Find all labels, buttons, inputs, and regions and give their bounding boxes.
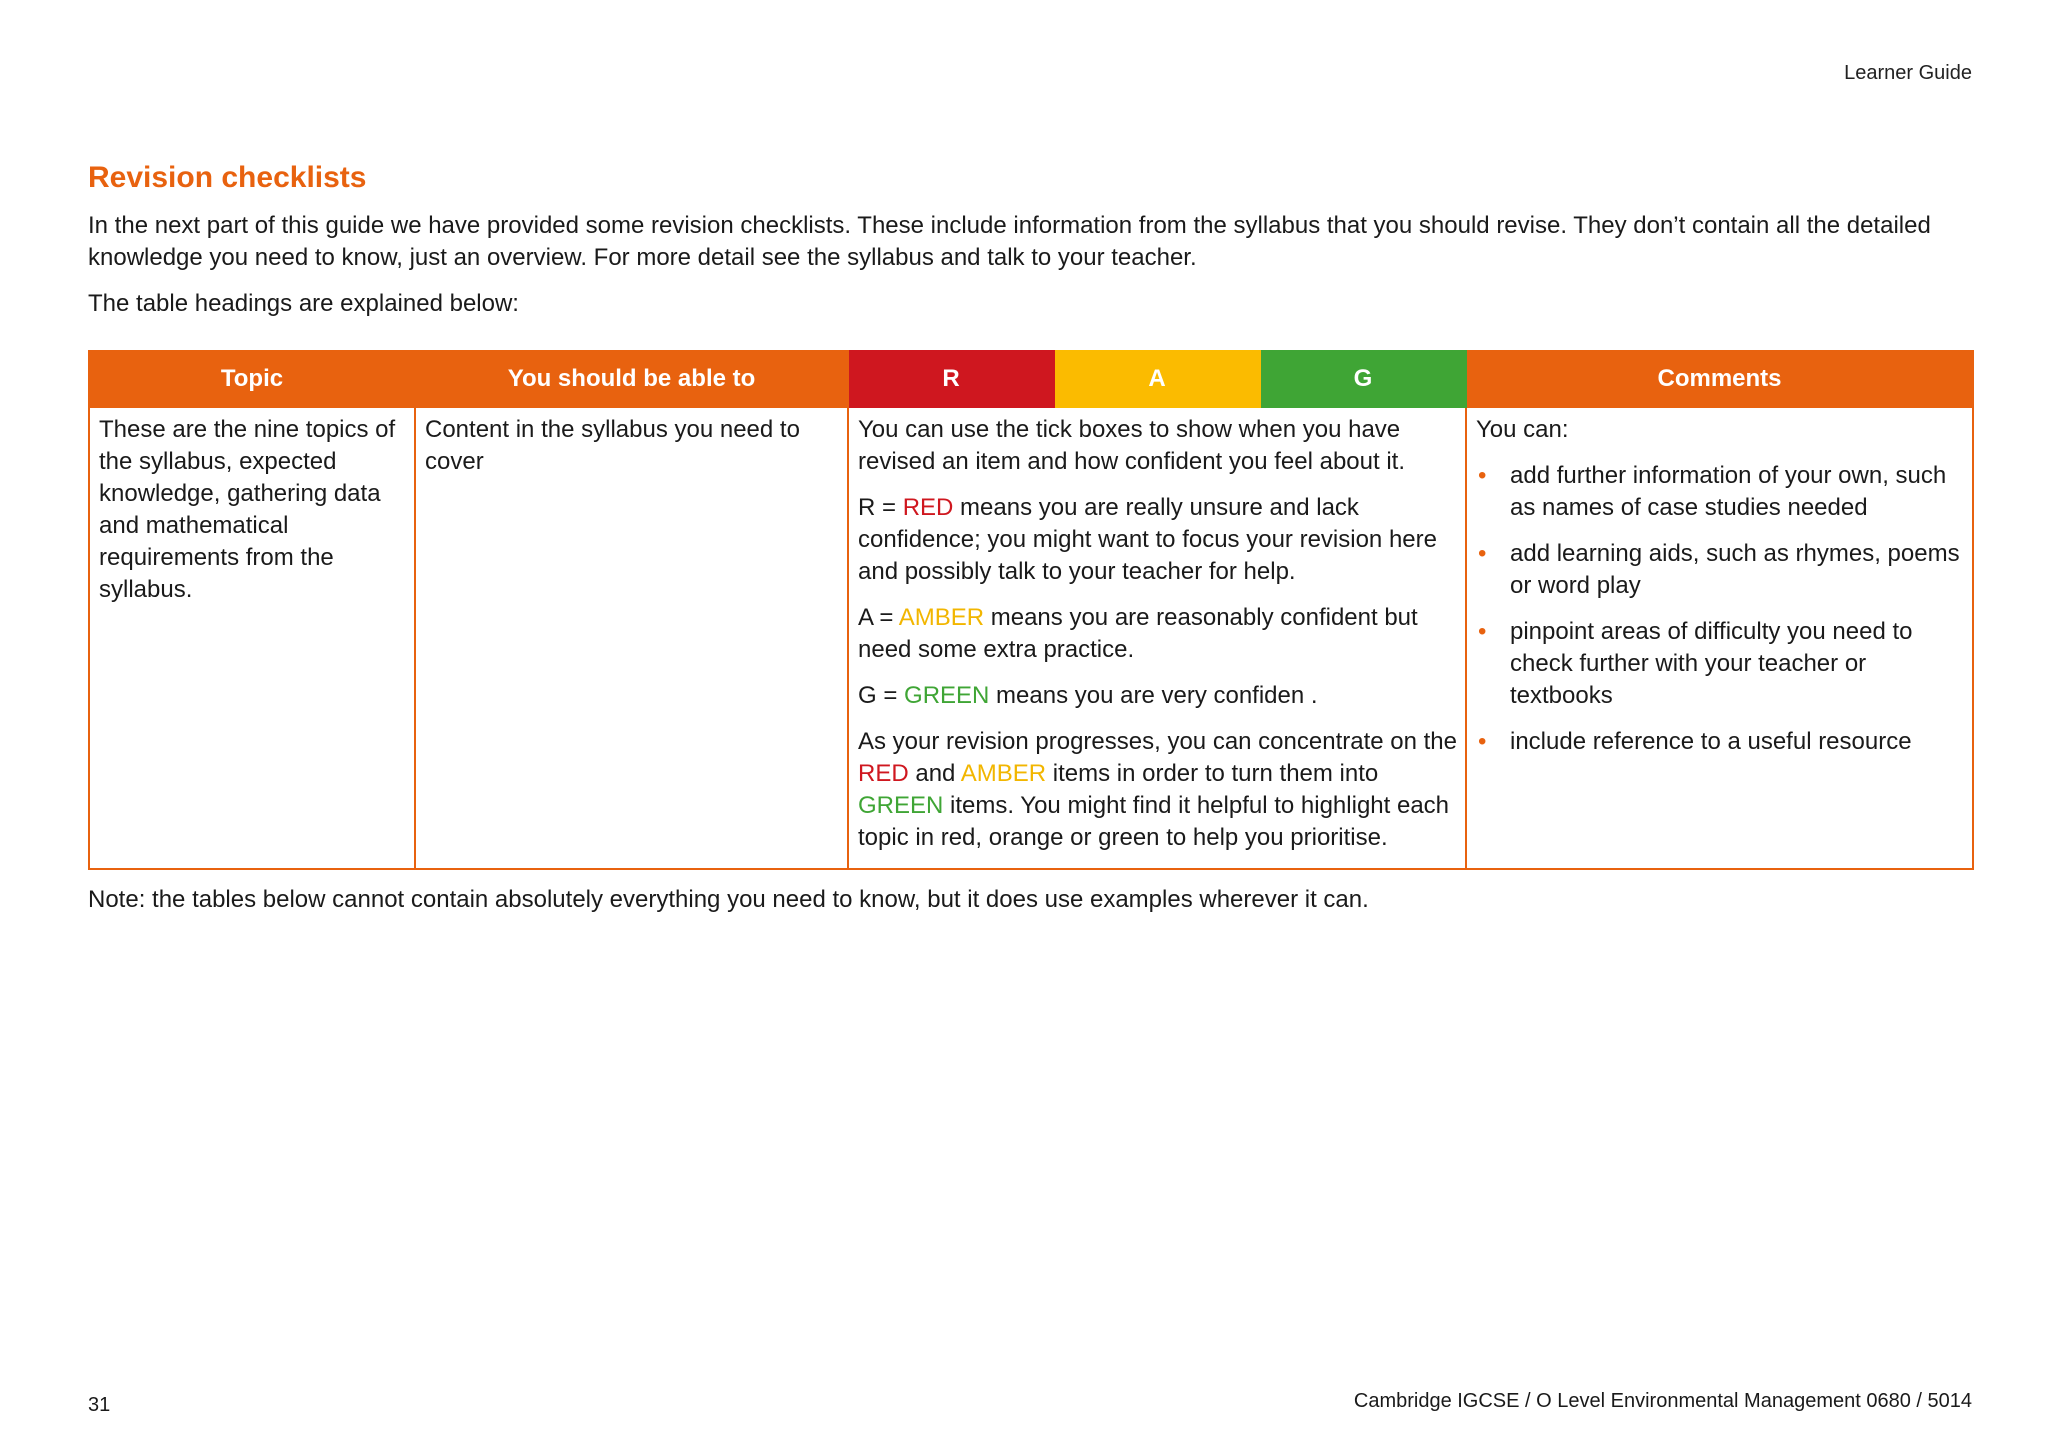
header-comments: Comments <box>1466 351 1973 407</box>
rag-green-text: means you are very confiden . <box>989 682 1318 709</box>
intro-paragraph: In the next part of this guide we have provided some revision checklists. These include information from the syllabus that you should revise. They don’t contain all the detailed knowledge you need to know, just an overview. For more detail see the syllabus and talk to your teacher. <box>88 212 1931 271</box>
rag-progress-red: RED <box>858 760 909 787</box>
rag-progress-start: As your revision progresses, you can concentrate on the <box>858 728 1457 755</box>
list-item <box>1476 616 1964 712</box>
rag-amber-word: AMBER <box>898 604 985 631</box>
list-item <box>1476 726 1964 758</box>
comments-cell <box>1466 407 1973 869</box>
able-cell <box>415 407 848 869</box>
rag-red-word: RED <box>902 494 954 521</box>
header-a: A <box>1054 351 1260 407</box>
comments-list <box>1476 460 1964 758</box>
page-content <box>88 160 1972 916</box>
header-able: You should be able to <box>415 351 848 407</box>
table-intro: The table headings are explained below: <box>88 290 519 317</box>
headings-table <box>88 350 1974 870</box>
section-title: Revision checklists <box>88 161 367 194</box>
rag-red-line <box>858 492 1457 588</box>
header-g: G <box>1260 351 1466 407</box>
bullet-icon: • <box>1478 462 1487 489</box>
list-item-text: include reference to a useful resource <box>1510 728 1912 755</box>
table-row <box>89 407 1973 869</box>
course-footer: Cambridge IGCSE / O Level Environmental Management 0680 / 5014 <box>1353 1390 1972 1412</box>
table-note: Note: the tables below cannot contain absolutely everything you need to know, but it does use examples wherever it can. <box>88 886 1369 913</box>
rag-progress-and: and <box>908 760 961 787</box>
header-topic: Topic <box>89 351 415 407</box>
rag-progress-green: GREEN <box>858 792 944 819</box>
table-header-row <box>89 351 1973 407</box>
rag-amber-prefix: A = <box>858 604 899 631</box>
rag-cell <box>848 407 1466 869</box>
rag-green-word: GREEN <box>904 682 990 709</box>
rag-green-prefix: G = <box>858 682 905 709</box>
rag-red-text: means you are really unsure and lack confidence; you might want to focus your revision here and possibly talk to your teacher for help. <box>858 494 1437 585</box>
rag-progress-amber: AMBER <box>960 760 1047 787</box>
list-item-text: pinpoint areas of difficulty you need to check further with your teacher or textbooks <box>1510 618 1913 709</box>
comments-lead: You can: <box>1476 416 1569 443</box>
list-item <box>1476 538 1964 602</box>
topic-cell <box>89 407 415 869</box>
list-item-text: add further information of your own, such as names of case studies needed <box>1510 462 1947 521</box>
rag-green-line <box>858 680 1457 712</box>
rag-red-prefix: R = <box>858 494 903 521</box>
able-text: Content in the syllabus you need to cover <box>425 416 800 475</box>
rag-progress <box>858 726 1457 854</box>
list-item <box>1476 460 1964 524</box>
rag-progress-mid: items in order to turn them into <box>1046 760 1379 787</box>
rag-amber-text: means you are reasonably confident but need some extra practice. <box>858 604 1418 663</box>
running-header: Learner Guide <box>1844 62 1972 84</box>
rag-amber-line <box>858 602 1457 666</box>
page-number: 31 <box>88 1394 111 1416</box>
topic-text: These are the nine topics of the syllabus, expected knowledge, gathering data and mathematical requirements from the syllabus. <box>99 416 396 603</box>
bullet-icon: • <box>1478 728 1487 755</box>
rag-intro: You can use the tick boxes to show when you have revised an item and how confident you feel about it. <box>858 416 1406 475</box>
bullet-icon: • <box>1478 618 1487 645</box>
list-item-text: add learning aids, such as rhymes, poems or word play <box>1510 540 1960 599</box>
bullet-icon: • <box>1478 540 1487 567</box>
rag-progress-end: items. You might find it helpful to highlight each topic in red, orange or green to help you prioritise. <box>858 792 1450 851</box>
header-r: R <box>848 351 1054 407</box>
